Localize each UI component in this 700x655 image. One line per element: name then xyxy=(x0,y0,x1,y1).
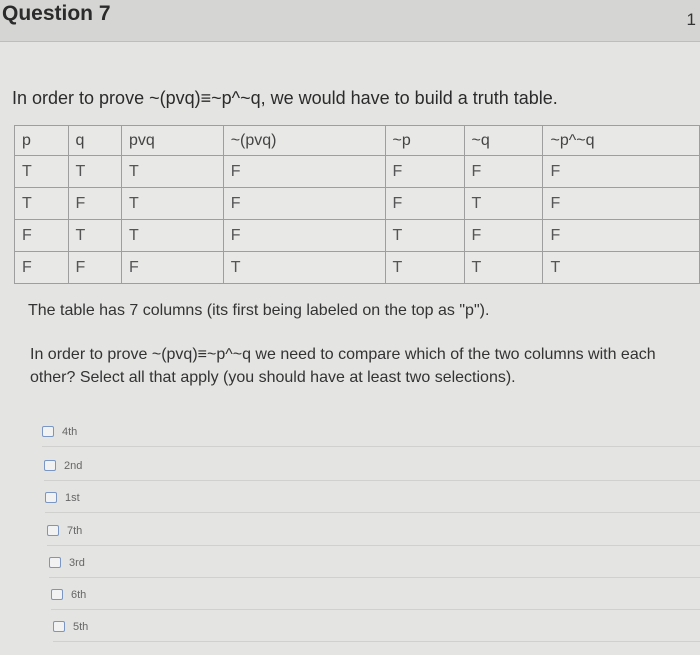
table-cell: F xyxy=(464,156,543,188)
option-5th[interactable] xyxy=(53,612,700,642)
question-prompt: In order to prove ~(pvq)≡~p^~q, we would have to build a truth table. xyxy=(12,88,558,108)
table-cell: F xyxy=(223,188,385,220)
column-header: ~(pvq) xyxy=(223,126,385,156)
checkbox[interactable] xyxy=(45,492,57,503)
table-cell: F xyxy=(15,220,69,252)
table-cell: T xyxy=(68,156,122,188)
checkbox[interactable] xyxy=(44,460,56,471)
table-cell: F xyxy=(464,220,543,252)
option-label: 3rd xyxy=(69,556,85,569)
table-cell: T xyxy=(464,252,543,284)
table-cell: T xyxy=(385,252,464,284)
option-7th[interactable] xyxy=(47,516,700,546)
question-instruction: In order to prove ~(pvq)≡~p^~q we need to compare which of the two columns with each other? Select all that apply (you should have at least two selections). xyxy=(30,346,656,386)
option-label: 6th xyxy=(71,588,87,601)
option-label: 4th xyxy=(62,425,78,438)
table-cell: T xyxy=(464,188,543,220)
table-row xyxy=(15,252,700,284)
table-cell: T xyxy=(122,188,224,220)
column-header: ~q xyxy=(464,126,543,156)
table-cell: T xyxy=(15,156,69,188)
table-cell: F xyxy=(122,252,224,284)
table-row xyxy=(15,188,700,220)
checkbox[interactable] xyxy=(47,525,59,536)
column-header: pvq xyxy=(122,126,224,156)
option-3rd[interactable] xyxy=(49,548,700,578)
option-label: 2nd xyxy=(64,459,83,472)
table-cell: F xyxy=(223,156,385,188)
table-cell: T xyxy=(122,156,224,188)
column-header: q xyxy=(68,126,122,156)
option-2nd[interactable] xyxy=(44,451,700,481)
column-header: ~p xyxy=(385,126,464,156)
table-cell: F xyxy=(15,252,69,284)
table-cell: F xyxy=(68,188,122,220)
checkbox[interactable] xyxy=(49,557,61,568)
option-label: 7th xyxy=(67,524,83,537)
checkbox[interactable] xyxy=(53,621,65,632)
table-cell: T xyxy=(122,220,224,252)
table-cell: F xyxy=(223,220,385,252)
truth-table xyxy=(14,125,700,284)
option-4th[interactable] xyxy=(42,417,700,447)
question-header xyxy=(0,0,700,42)
option-label: 1st xyxy=(65,491,80,504)
table-cell: F xyxy=(68,252,122,284)
column-header: ~p^~q xyxy=(543,126,700,156)
option-6th[interactable] xyxy=(51,580,700,610)
checkbox[interactable] xyxy=(42,426,54,437)
checkbox[interactable] xyxy=(51,589,63,600)
table-cell: T xyxy=(543,252,700,284)
table-cell: F xyxy=(385,156,464,188)
option-label: 5th xyxy=(73,620,89,633)
table-description: The table has 7 columns (its first being labeled on the top as "p"). xyxy=(28,302,490,319)
column-header: p xyxy=(15,126,69,156)
question-title: Question 7 xyxy=(2,2,111,25)
table-cell: F xyxy=(385,188,464,220)
option-1st[interactable] xyxy=(45,483,700,513)
table-header-row xyxy=(15,126,700,156)
table-cell: T xyxy=(385,220,464,252)
table-row xyxy=(15,156,700,188)
table-cell: F xyxy=(543,220,700,252)
table-cell: F xyxy=(543,188,700,220)
table-cell: T xyxy=(223,252,385,284)
table-cell: T xyxy=(68,220,122,252)
table-cell: T xyxy=(15,188,69,220)
table-row xyxy=(15,220,700,252)
points-label: 1 xyxy=(686,10,696,29)
table-cell: F xyxy=(543,156,700,188)
